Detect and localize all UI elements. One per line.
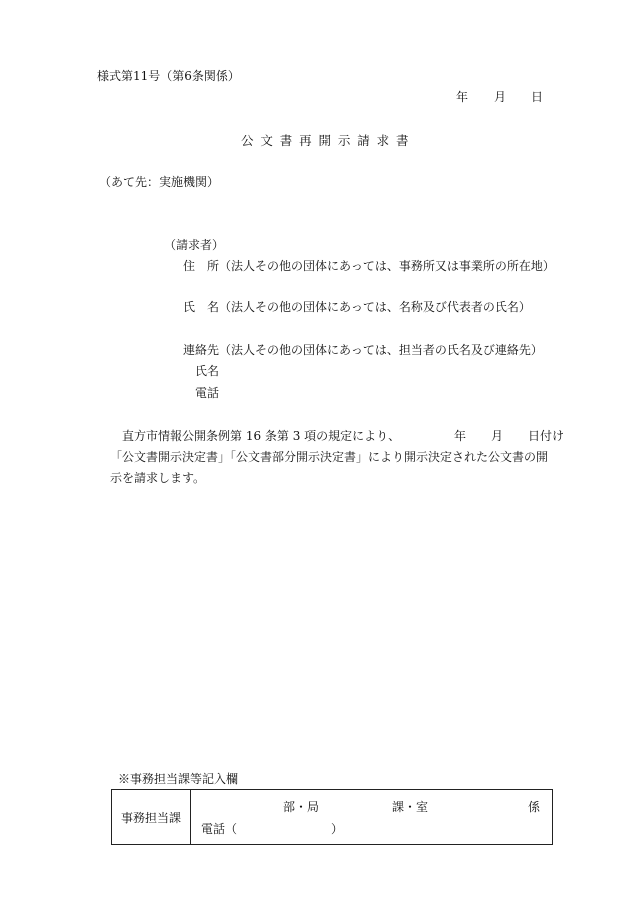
form-number: 様式第11号（第6条関係） <box>97 69 240 83</box>
office-label-cell <box>112 790 191 845</box>
office-label: 事務担当課 <box>120 810 181 825</box>
date-month-label: 月 <box>494 90 507 104</box>
body-line-2: 「公文書開示決定書」「公文書部分開示決定書」により開示決定された公文書の開 <box>110 450 549 464</box>
body-day-label: 日付け <box>528 429 565 443</box>
office-table <box>111 789 553 845</box>
body-line-3: 示を請求します。 <box>110 471 206 485</box>
date-year-label: 年 <box>456 90 469 104</box>
addressee: （あて先：実施機関） <box>99 175 220 189</box>
contact-name-label: 氏名 <box>195 364 220 378</box>
requester-heading: （請求者） <box>164 238 225 252</box>
requester-contact-label: 連絡先（法人その他の団体にあっては、担当者の氏名及び連絡先） <box>183 343 543 357</box>
office-fields-cell[interactable] <box>191 790 553 845</box>
phone-open-label: 電話（ <box>201 822 238 836</box>
dept-label: 部・局 <box>283 800 320 814</box>
requester-name-label: 氏 名（法人その他の団体にあっては、名称及び代表者の氏名） <box>183 300 531 314</box>
contact-phone-label: 電話 <box>195 386 220 400</box>
body-line-1: 直方市情報公開条例第 16 条第 3 項の規定により、 <box>122 429 401 443</box>
body-month-label: 月 <box>491 429 504 443</box>
date-day-label: 日 <box>531 90 544 104</box>
requester-address-label: 住 所（法人その他の団体にあっては、事務所又は事業所の所在地） <box>183 259 555 273</box>
unit-label: 係 <box>528 800 541 814</box>
page-title: 公文書再開示請求書 <box>241 133 416 148</box>
body-year-label: 年 <box>454 429 467 443</box>
office-section-heading: ※事務担当課等記入欄 <box>118 772 239 786</box>
phone-close-label: ） <box>331 822 344 836</box>
section-label: 課・室 <box>392 800 429 814</box>
